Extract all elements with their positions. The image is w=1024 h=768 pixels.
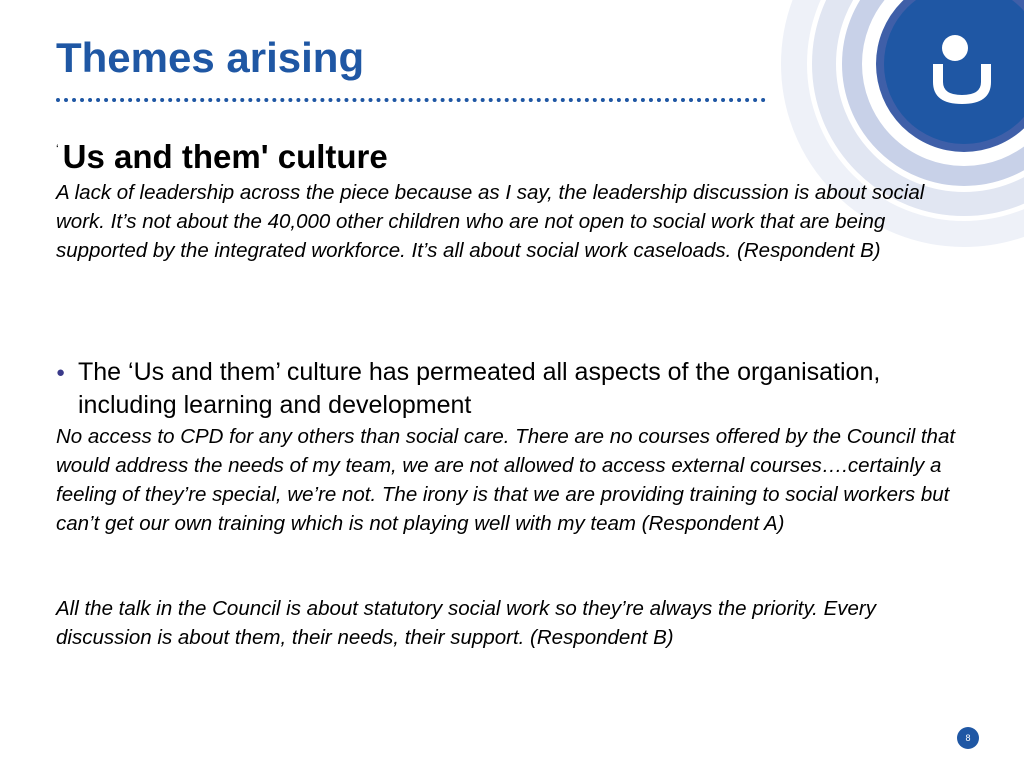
subheading-text: Us and them' culture xyxy=(62,138,388,175)
quote-respondent-b-council: All the talk in the Council is about statutory social work so they’re always the priority. Every discussion is about them, their needs, their support. (Respondent B) xyxy=(56,597,876,649)
quote-respondent-b-leadership: A lack of leadership across the piece because as I say, the leadership discussion is about social work. It’s not about the 40,000 other children who are not open to social work that are being supported by the integrated workforce. It’s all about social work caseloads. (Respondent B) xyxy=(56,181,925,262)
bullet-dot-icon: ● xyxy=(56,364,66,381)
quote-respondent-a-cpd: No access to CPD for any others than social care. There are no courses offered by the Council that would address the needs of my team, we are not allowed to access external courses….certainly a feeling of they’re special, we’re not. The irony is that we are providing training to social workers but can’t get our own training which is not playing well with my team (Respondent A) xyxy=(56,425,956,535)
title-underline xyxy=(56,98,766,102)
slide-title: Themes arising xyxy=(56,34,365,81)
page-number-badge: 8 xyxy=(957,727,979,749)
bullet-item xyxy=(56,356,956,422)
subheading xyxy=(56,138,388,176)
bullet-text: The ‘Us and them’ culture has permeated all aspects of the organisation, including learning and development xyxy=(78,358,881,419)
subheading-quote-mark: ‘ xyxy=(56,142,59,156)
